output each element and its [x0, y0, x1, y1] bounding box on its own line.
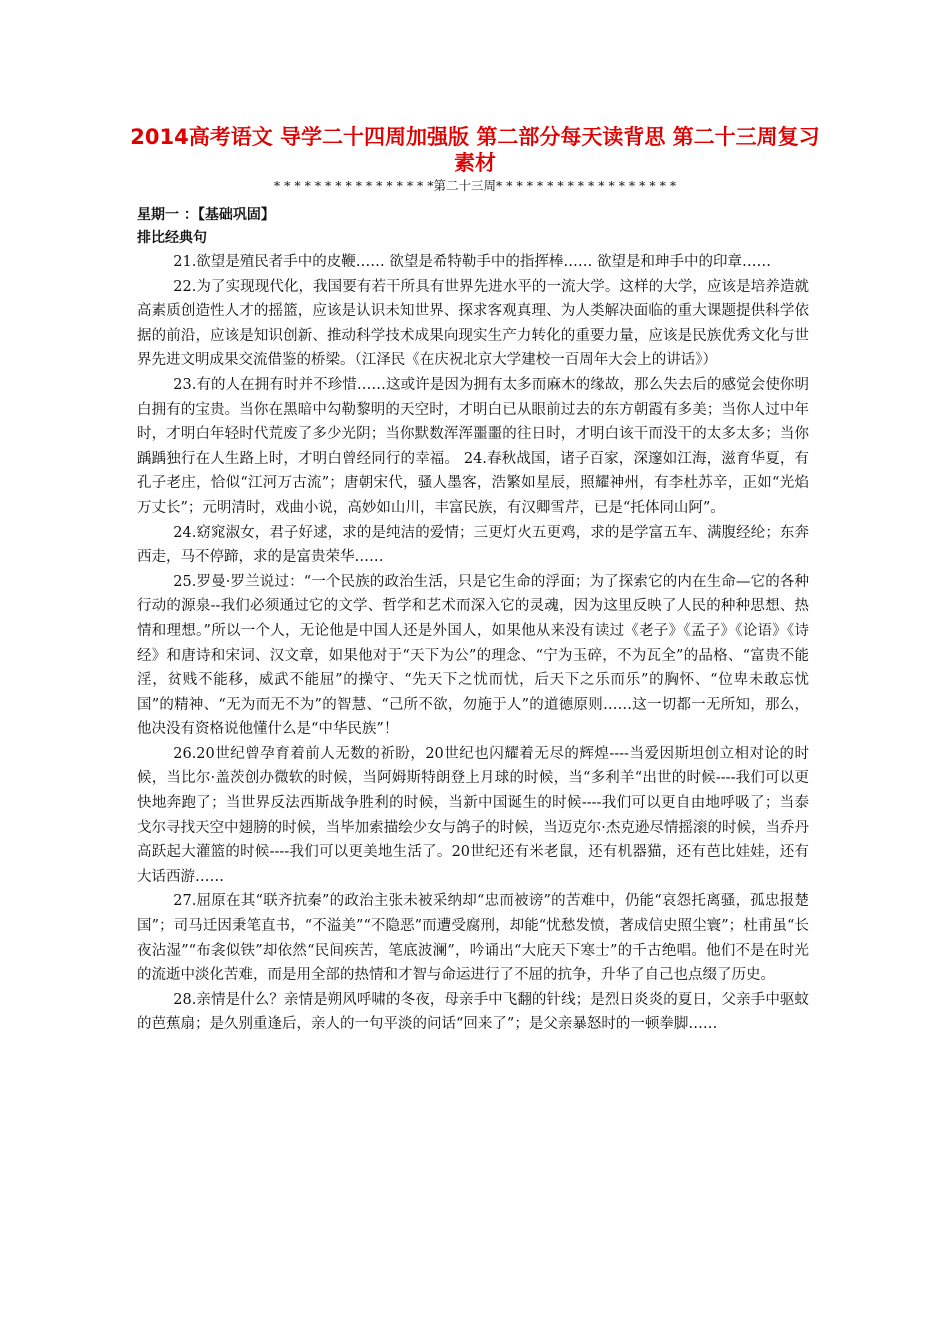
section-heading: 排比经典句 [137, 230, 207, 246]
paragraph-22: 22.为了实现现代化，我国要有若干所具有世界先进水平的一流大学。这样的大学，应该是培养造就高素质创造性人才的摇篮，应该是认识未知世界、探求客观真理、为人类解决面临的重大课题提供科学依据的前沿，应该是知识创新、推动科学技术成果向现实生产力转化的重要力量，应该是民族优秀文化与世界先进文明成果交流借鉴的桥梁。（江泽民《在庆祝北京大学建校一百周年大会上的讲话》） [137, 278, 809, 369]
paragraph-28: 28.亲情是什么？亲情是朔风呼啸的冬夜，母亲手中飞翻的针线；是烈日炎炎的夏日，父亲手中驱蚊的芭蕉扇；是久别重逢后，亲人的一句平淡的问话“回来了”；是父亲暴怒时的一顿拳脚…… [137, 991, 809, 1033]
paragraph-24: 24.窈窕淑女，君子好逑，求的是纯洁的爱情；三更灯火五更鸡，求的是学富五车、满腹经纶；东奔西走，马不停蹄，求的是富贵荣华…… [137, 524, 809, 566]
week-separator: * * * * * * * * * * * * * * * *第二十三周* * * * * * * * * * * * * * * * * * [273, 178, 677, 193]
paragraph-21: 21.欲望是殖民者手中的皮鞭…… 欲望是希特勒手中的指挥棒…… 欲望是和珅手中的印章…… [173, 254, 772, 270]
paragraph-26: 26.20世纪曾孕育着前人无数的祈盼，20世纪也闪耀着无尽的辉煌----当爱因斯坦创立相对论的时候，当比尔·盖茨创办微软的时候，当阿姆斯特朗登上月球的时候，当“多利羊“出世的时候----我们可以更快地奔跑了；当世界反法西斯战争胜利的时候，当新中国诞生的时候----我们可以更自由地呼吸了；当泰戈尔寻找天空中翅膀的时候，当毕加索描绘少女与鸽子的时候，当迈克尔·杰克逊尽情摇滚的时候，当乔丹高跃起大灌篮的时候----我们可以更美地生活了。20世纪还有米老鼠，还有机器猫，还有芭比娃娃，还有大话西游…… [137, 745, 809, 885]
paragraph-27: 27.屈原在其“联齐抗秦”的政治主张未被采纳却“忠而被谤”的苦难中，仍能“哀怨托离骚，孤忠报楚国”；司马迁因秉笔直书，“不溢美”“不隐恶”而遭受腐刑，却能“忧愁发愤，著成信史照尘寰”；杜甫虽“长夜沾湿”“布衾似铁”却依然“民间疾苦，笔底波澜”，吟诵出“大庇天下寒士”的千古绝唱。他们不是在时光的流逝中淡化苦难，而是用全部的热情和才智与命运进行了不屈的抗争，升华了自己也点缀了历史。 [137, 893, 809, 984]
day-heading: 星期一 ：【基础巩固】 [137, 207, 275, 223]
document-title: 2014高考语文 导学二十四周加强版 第二部分每天读背思 第二十三周复习素材 [130, 125, 820, 175]
paragraph-25: 25.罗曼·罗兰说过：“一个民族的政治生活，只是它生命的浮面；为了探索它的内在生命—它的各种行动的源泉--我们必须通过它的文学、哲学和艺术而深入它的灵魂，因为这里反映了人民的种种思想、热情和理想。”所以一个人，无论他是中国人还是外国人，如果他从来没有读过《老子》《孟子》《论语》《诗经》和唐诗和宋词、汉文章，如果他对于“天下为公”的理念、“宁为玉碎，不为瓦全”的品格、“富贵不能淫，贫贱不能移，威武不能屈”的操守、“先天下之忧而忧，后天下之乐而乐”的胸怀、“位卑未敢忘忧国”的精神、“无为而无不为”的智慧、“己所不欲，勿施于人”的道德原则……这一切都一无所知，那么，他决没有资格说他懂什么是“中华民族”！ [137, 573, 809, 738]
paragraph-23: 23.有的人在拥有时并不珍惜……这或许是因为拥有太多而麻木的缘故，那么失去后的感觉会使你明白拥有的宝贵。当你在黑暗中勾勒黎明的天空时，才明白已从眼前过去的东方朝霞有多美；当你人过中年时，才明白年轻时代荒废了多少光阴；当你默数浑浑噩噩的往日时，才明白该干而没干的太多太多；当你踽踽独行在人生路上时，才明白曾经同行的幸福。 24.春秋战国，诸子百家，深邃如江海，滋育华夏，有孔子老庄，恰似“江河万古流”；唐朝宋代，骚人墨客，浩繁如星辰，照耀神州，有李杜苏辛，正如“光焰万丈长”；元明清时，戏曲小说，高妙如山川，丰富民族，有汉卿雪芹，已是“托体同山阿”。 [137, 376, 809, 516]
document-body [137, 250, 809, 1037]
